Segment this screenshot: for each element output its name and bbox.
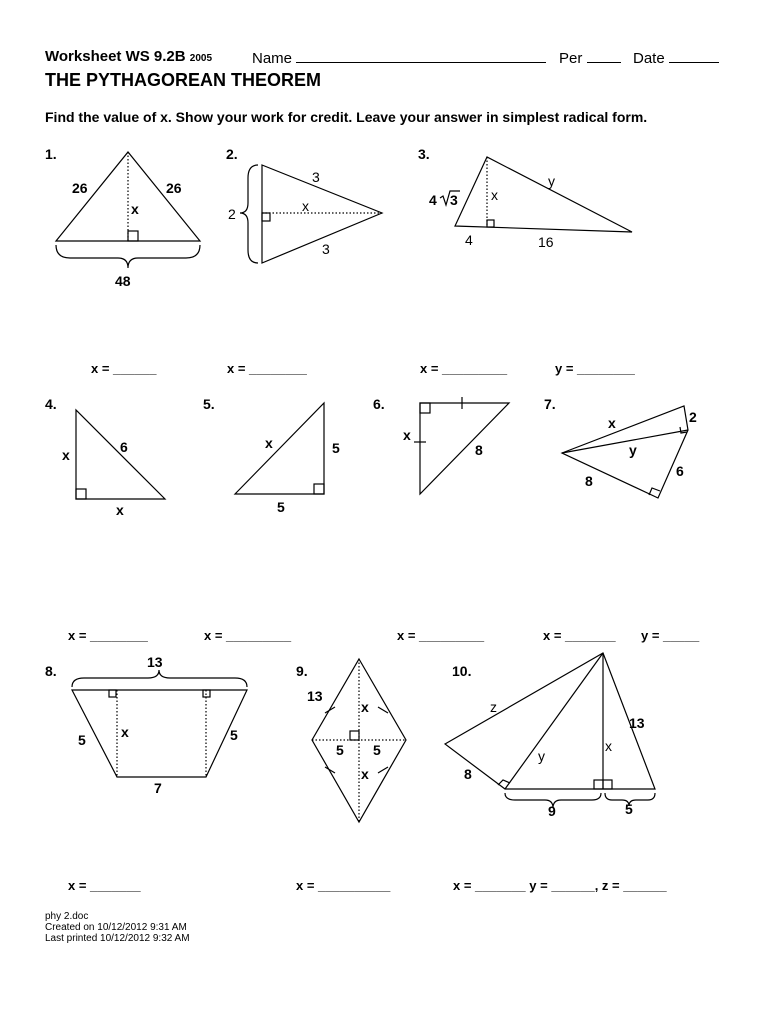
fig9-label-x-top: x [361, 699, 369, 715]
fig9-label-x-bottom: x [361, 766, 369, 782]
fig3-label-seg-left: 4 [465, 232, 473, 248]
fig6-triangle [420, 403, 509, 494]
fig4-label-leg2: x [116, 502, 124, 518]
fig3-label-leg: 4 [429, 192, 437, 208]
fig10-label-x: x [605, 738, 612, 754]
fig10-label-5: 5 [625, 801, 633, 817]
worksheet-year: 2005 [189, 53, 213, 64]
figure-3 [429, 157, 632, 250]
fig1-label-left: 26 [72, 180, 88, 196]
problem-6-number: 6. [373, 396, 385, 412]
fig9-right-angle [350, 731, 359, 740]
fig10-label-8: 8 [464, 766, 472, 782]
answer-5[interactable]: x = _________ [204, 628, 292, 643]
fig9-label-half-right: 5 [373, 742, 381, 758]
figure-8 [72, 654, 247, 796]
fig7-label-2: 2 [689, 409, 697, 425]
fig2-label-base: 2 [228, 206, 236, 222]
problem-1-number: 1. [45, 146, 57, 162]
fig9-tick-4 [378, 767, 388, 773]
problem-8-number: 8. [45, 663, 57, 679]
fig10-label-y: y [538, 748, 545, 764]
fig3-label-x: x [491, 187, 498, 203]
fig8-right-angle-left [109, 690, 116, 697]
answer-6[interactable]: x = _________ [397, 628, 485, 643]
fig8-label-right: 5 [230, 727, 238, 743]
fig5-label-leg2: 5 [277, 499, 285, 515]
per-label: Per [559, 50, 583, 67]
fig7-label-y: y [629, 442, 637, 458]
fig3-triangle [455, 157, 632, 232]
fig10-label-13: 13 [629, 715, 645, 731]
problem-4-number: 4. [45, 396, 57, 412]
answer-7-y[interactable]: y = _____ [641, 628, 700, 643]
problem-5-number: 5. [203, 396, 215, 412]
footer-created: Created on 10/12/2012 9:31 AM [45, 922, 187, 933]
fig3-label-seg-right: 16 [538, 234, 554, 250]
fig7-outer [562, 406, 688, 498]
fig4-right-angle [76, 489, 86, 499]
fig7-label-x: x [608, 415, 616, 431]
fig3-label-radicand: 3 [450, 192, 458, 208]
fig2-right-angle [262, 213, 270, 221]
fig1-label-x: x [131, 201, 139, 217]
fig3-right-angle [487, 220, 494, 227]
fig2-label-x: x [302, 198, 309, 214]
date-label: Date [633, 50, 665, 67]
figure-5 [235, 403, 340, 515]
fig8-label-bottom: 7 [154, 780, 162, 796]
fig10-outer [445, 653, 655, 789]
answer-7-x[interactable]: x = _______ [543, 628, 616, 643]
fig9-label-side: 13 [307, 688, 323, 704]
footer-printed: Last printed 10/12/2012 9:32 AM [45, 933, 190, 944]
fig7-label-6: 6 [676, 463, 684, 479]
name-label: Name [252, 50, 293, 67]
figure-2 [228, 165, 382, 263]
fig2-label-bottom: 3 [322, 241, 330, 257]
instructions: Find the value of x. Show your work for credit. Leave your answer in simplest radical form. [45, 109, 648, 125]
answer-8[interactable]: x = _______ [68, 878, 141, 893]
figure-10 [445, 653, 655, 819]
fig2-label-top: 3 [312, 169, 320, 185]
fig2-brace [240, 165, 258, 263]
fig5-label-hyp: x [265, 435, 273, 451]
answer-9[interactable]: x = __________ [296, 878, 391, 893]
page-title: THE PYTHAGOREAN THEOREM [45, 70, 322, 90]
fig9-label-half-left: 5 [336, 742, 344, 758]
figure-4 [62, 410, 165, 518]
answer-2[interactable]: x = ________ [227, 361, 307, 376]
fig1-brace [56, 245, 200, 268]
fig4-label-hyp: 6 [120, 439, 128, 455]
fig10-segment-y [505, 653, 603, 789]
problem-2-number: 2. [226, 146, 238, 162]
fig10-label-9: 9 [548, 803, 556, 819]
figure-7 [562, 406, 697, 498]
fig1-label-right: 26 [166, 180, 182, 196]
fig1-label-base: 48 [115, 273, 131, 289]
fig6-label-leg: x [403, 427, 411, 443]
fig8-label-x: x [121, 724, 129, 740]
fig4-label-leg1: x [62, 447, 70, 463]
problem-3-number: 3. [418, 146, 430, 162]
fig7-diagonal [562, 430, 688, 453]
fig8-brace [72, 670, 247, 687]
fig5-right-angle [314, 484, 324, 494]
fig8-label-top: 13 [147, 654, 163, 670]
problem-10-number: 10. [452, 663, 472, 679]
fig10-label-z: z [490, 699, 497, 715]
problem-7-number: 7. [544, 396, 556, 412]
answer-1[interactable]: x = ______ [91, 361, 157, 376]
problem-9-number: 9. [296, 663, 308, 679]
fig6-label-hyp: 8 [475, 442, 483, 458]
answer-3-y[interactable]: y = ________ [555, 361, 635, 376]
worksheet-code: Worksheet WS 9.2B [45, 48, 186, 65]
fig5-label-leg1: 5 [332, 440, 340, 456]
fig8-trapezoid [72, 690, 247, 777]
figure-6 [403, 397, 509, 494]
fig9-tick-2 [378, 707, 388, 713]
fig6-right-angle [420, 403, 430, 413]
fig5-triangle [235, 403, 324, 494]
fig8-label-left: 5 [78, 732, 86, 748]
fig7-label-8: 8 [585, 473, 593, 489]
figure-9 [307, 659, 406, 822]
answer-3-x[interactable]: x = _________ [420, 361, 508, 376]
footer-file: phy 2.doc [45, 911, 89, 922]
figure-1 [56, 152, 200, 289]
fig3-label-y: y [548, 173, 555, 189]
fig1-triangle [56, 152, 200, 241]
answer-10[interactable]: x = _______ y = ______, z = ______ [453, 878, 667, 893]
answer-4[interactable]: x = ________ [68, 628, 148, 643]
fig1-right-angle [128, 231, 138, 241]
